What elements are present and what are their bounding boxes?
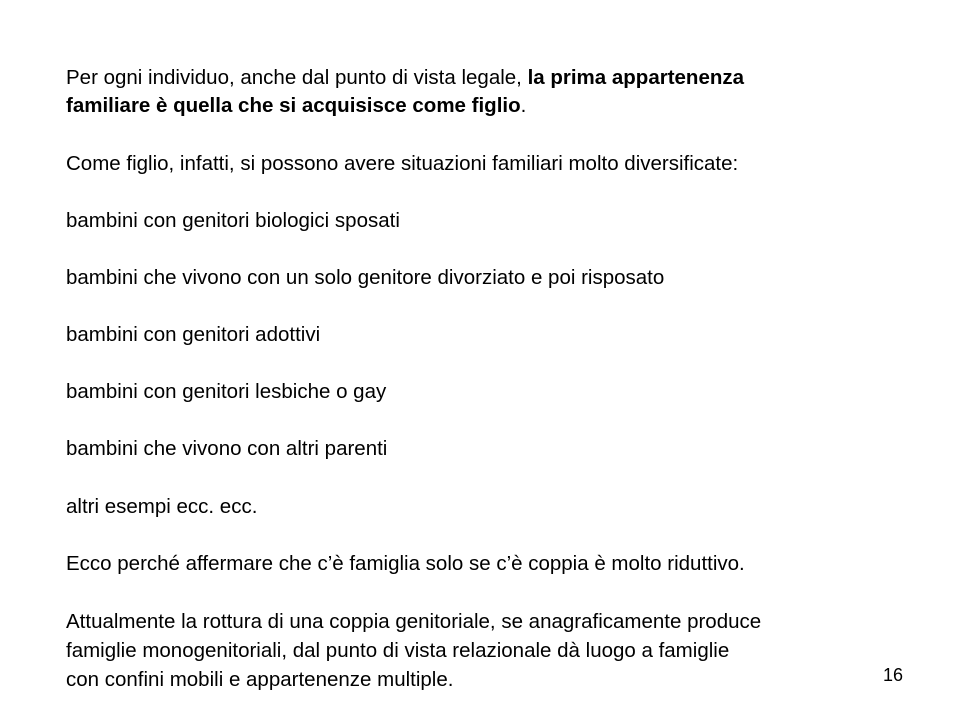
intro-line-1-text: Per ogni individuo, anche dal punto di vista legale,	[66, 66, 528, 89]
situation-item: altri esempi ecc. ecc.	[66, 495, 258, 518]
situations-intro: Come figlio, infatti, si possono avere situazioni familiari molto diversificate:	[66, 152, 739, 175]
final-paragraph-line-1: Attualmente la rottura di una coppia genitoriale, se anagraficamente produce	[66, 610, 762, 633]
final-paragraph-line-3: con confini mobili e appartenenze multiple.	[66, 668, 454, 691]
conclusion-text: Ecco perché affermare che c’è famiglia solo se c’è coppia è molto riduttivo.	[66, 552, 745, 575]
situation-item: bambini con genitori lesbiche o gay	[66, 380, 387, 403]
intro-line-2	[66, 92, 526, 120]
intro-line-1-bold-text: la prima appartenenza	[527, 66, 745, 89]
page-number: 16	[883, 665, 904, 685]
situation-item: bambini che vivono con un solo genitore divorziato e poi risposato	[66, 266, 665, 289]
intro-line-2-end: .	[520, 94, 527, 117]
situation-item: bambini con genitori biologici sposati	[66, 209, 400, 232]
situation-item: bambini con genitori adottivi	[66, 323, 321, 346]
situation-item: bambini che vivono con altri parenti	[66, 437, 388, 460]
final-paragraph-line-2: famiglie monogenitoriali, dal punto di vista relazionale dà luogo a famiglie	[66, 639, 730, 662]
intro-line-2-bold-text: familiare è quella che si acquisisce come figlio	[66, 94, 521, 117]
intro-line-1	[66, 64, 744, 92]
